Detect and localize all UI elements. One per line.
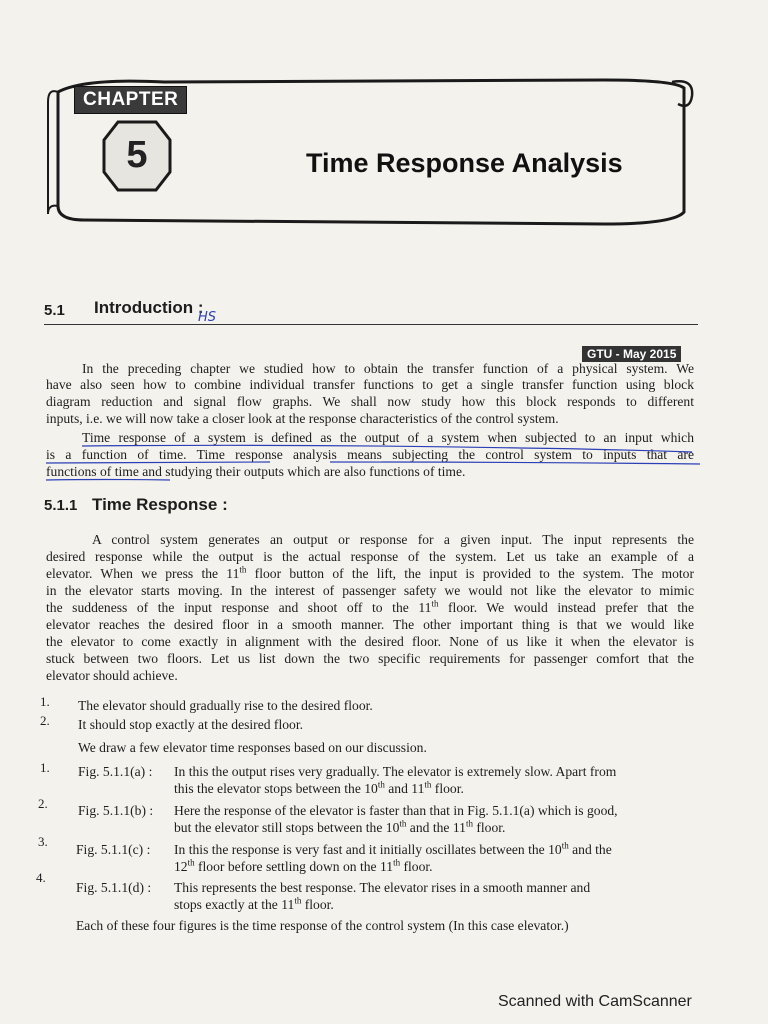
figure-description: stops exactly at the 11th floor. bbox=[174, 895, 334, 912]
figure-description: In this the output rises very gradually. The elevator is extremely slow. Apart from bbox=[174, 764, 617, 779]
definition-line: Time response of a system is defined as the output of a system when subjected to an input which bbox=[82, 430, 694, 445]
chapter-number: 5 bbox=[126, 133, 148, 176]
list-number: 2. bbox=[38, 796, 48, 811]
figure-label: Fig. 5.1.1(c) : bbox=[76, 842, 151, 857]
figure-description: but the elevator still stops between the 10th and the 11th floor. bbox=[174, 818, 506, 835]
figure-description: In this the response is very fast and it initially oscillates between the 10th and the bbox=[174, 840, 612, 857]
chapter-label: CHAPTER bbox=[74, 86, 187, 114]
subsection-number: 5.1.1 bbox=[44, 497, 78, 514]
scanner-watermark: Scanned with CamScanner bbox=[498, 993, 692, 1010]
paragraph-line: the suddeness of the input response and shoot off to the 11th floor. We would instead prefer that the bbox=[46, 598, 694, 615]
figure-description: 12th floor before settling down on the 11th floor. bbox=[174, 857, 433, 874]
list-item: The elevator should gradually rise to the desired floor. bbox=[78, 698, 373, 713]
paragraph-line: desired response while the output is the actual response of the system. Let us take an example of a bbox=[46, 549, 694, 564]
list-number: 1. bbox=[40, 760, 50, 775]
paragraph-line: In the preceding chapter we studied how to obtain the transfer function of a physical system. We bbox=[82, 361, 694, 376]
list-number: 3. bbox=[38, 834, 48, 849]
list-number: 1. bbox=[40, 694, 50, 709]
paragraph-line: stuck between two floors. Let us list down the two specific requirements for passenger comfort that the bbox=[46, 651, 694, 666]
section-number: 5.1 bbox=[44, 302, 65, 319]
figure-description: Here the response of the elevator is faster than that in Fig. 5.1.1(a) which is good, bbox=[174, 803, 618, 818]
chapter-title: Time Response Analysis bbox=[306, 148, 623, 178]
paragraph-line: inputs, i.e. we will now take a closer look at the response characteristics of the control system. bbox=[46, 411, 559, 426]
paragraph-line: elevator reaches the desired floor in a smooth manner. The other important thing is that we would like bbox=[46, 617, 694, 632]
list-number: 4. bbox=[36, 870, 46, 885]
paragraph-line: elevator should achieve. bbox=[46, 668, 178, 683]
figure-label: Fig. 5.1.1(b) : bbox=[78, 803, 154, 818]
figure-label: Fig. 5.1.1(d) : bbox=[76, 880, 152, 895]
handwritten-annotation: HS bbox=[198, 310, 217, 325]
section-title: Introduction : bbox=[94, 298, 204, 317]
closing-paragraph: Each of these four figures is the time response of the control system (In this case elevator.) bbox=[76, 918, 569, 933]
paragraph-line: have also seen how to combine individual transfer functions to get a single transfer function using block bbox=[46, 377, 694, 392]
exam-badge: GTU - May 2015 bbox=[582, 346, 681, 362]
figure-description: this the elevator stops between the 10th and 11th floor. bbox=[174, 779, 464, 796]
figure-label: Fig. 5.1.1(a) : bbox=[78, 764, 153, 779]
list-item: It should stop exactly at the desired floor. bbox=[78, 717, 304, 732]
list-number: 2. bbox=[40, 713, 50, 728]
paragraph-line: We draw a few elevator time responses based on our discussion. bbox=[78, 740, 427, 755]
definition-line: is a function of time. Time response analysis means subjecting the control system to inputs that are bbox=[46, 447, 694, 462]
figure-description: This represents the best response. The elevator rises in a smooth manner and bbox=[174, 880, 591, 895]
paragraph-line: elevator. When we press the 11th floor button of the lift, the input is provided to the system. The motor bbox=[46, 564, 694, 581]
paragraph-line: the elevator to come exactly in alignment with the desired floor. None of us like it when the elevator is bbox=[46, 634, 694, 649]
paragraph-line: A control system generates an output or response for a given input. The input represents the bbox=[92, 532, 694, 547]
definition-line: functions of time and studying their outputs which are also functions of time. bbox=[46, 464, 466, 479]
paragraph-line: in the elevator starts moving. In the interest of passenger safety we would not like the elevator to mimic bbox=[46, 583, 694, 598]
subsection-title: Time Response : bbox=[92, 495, 228, 514]
paragraph-line: diagram reduction and signal flow graphs. We shall now study how this block responds to different bbox=[46, 394, 694, 409]
